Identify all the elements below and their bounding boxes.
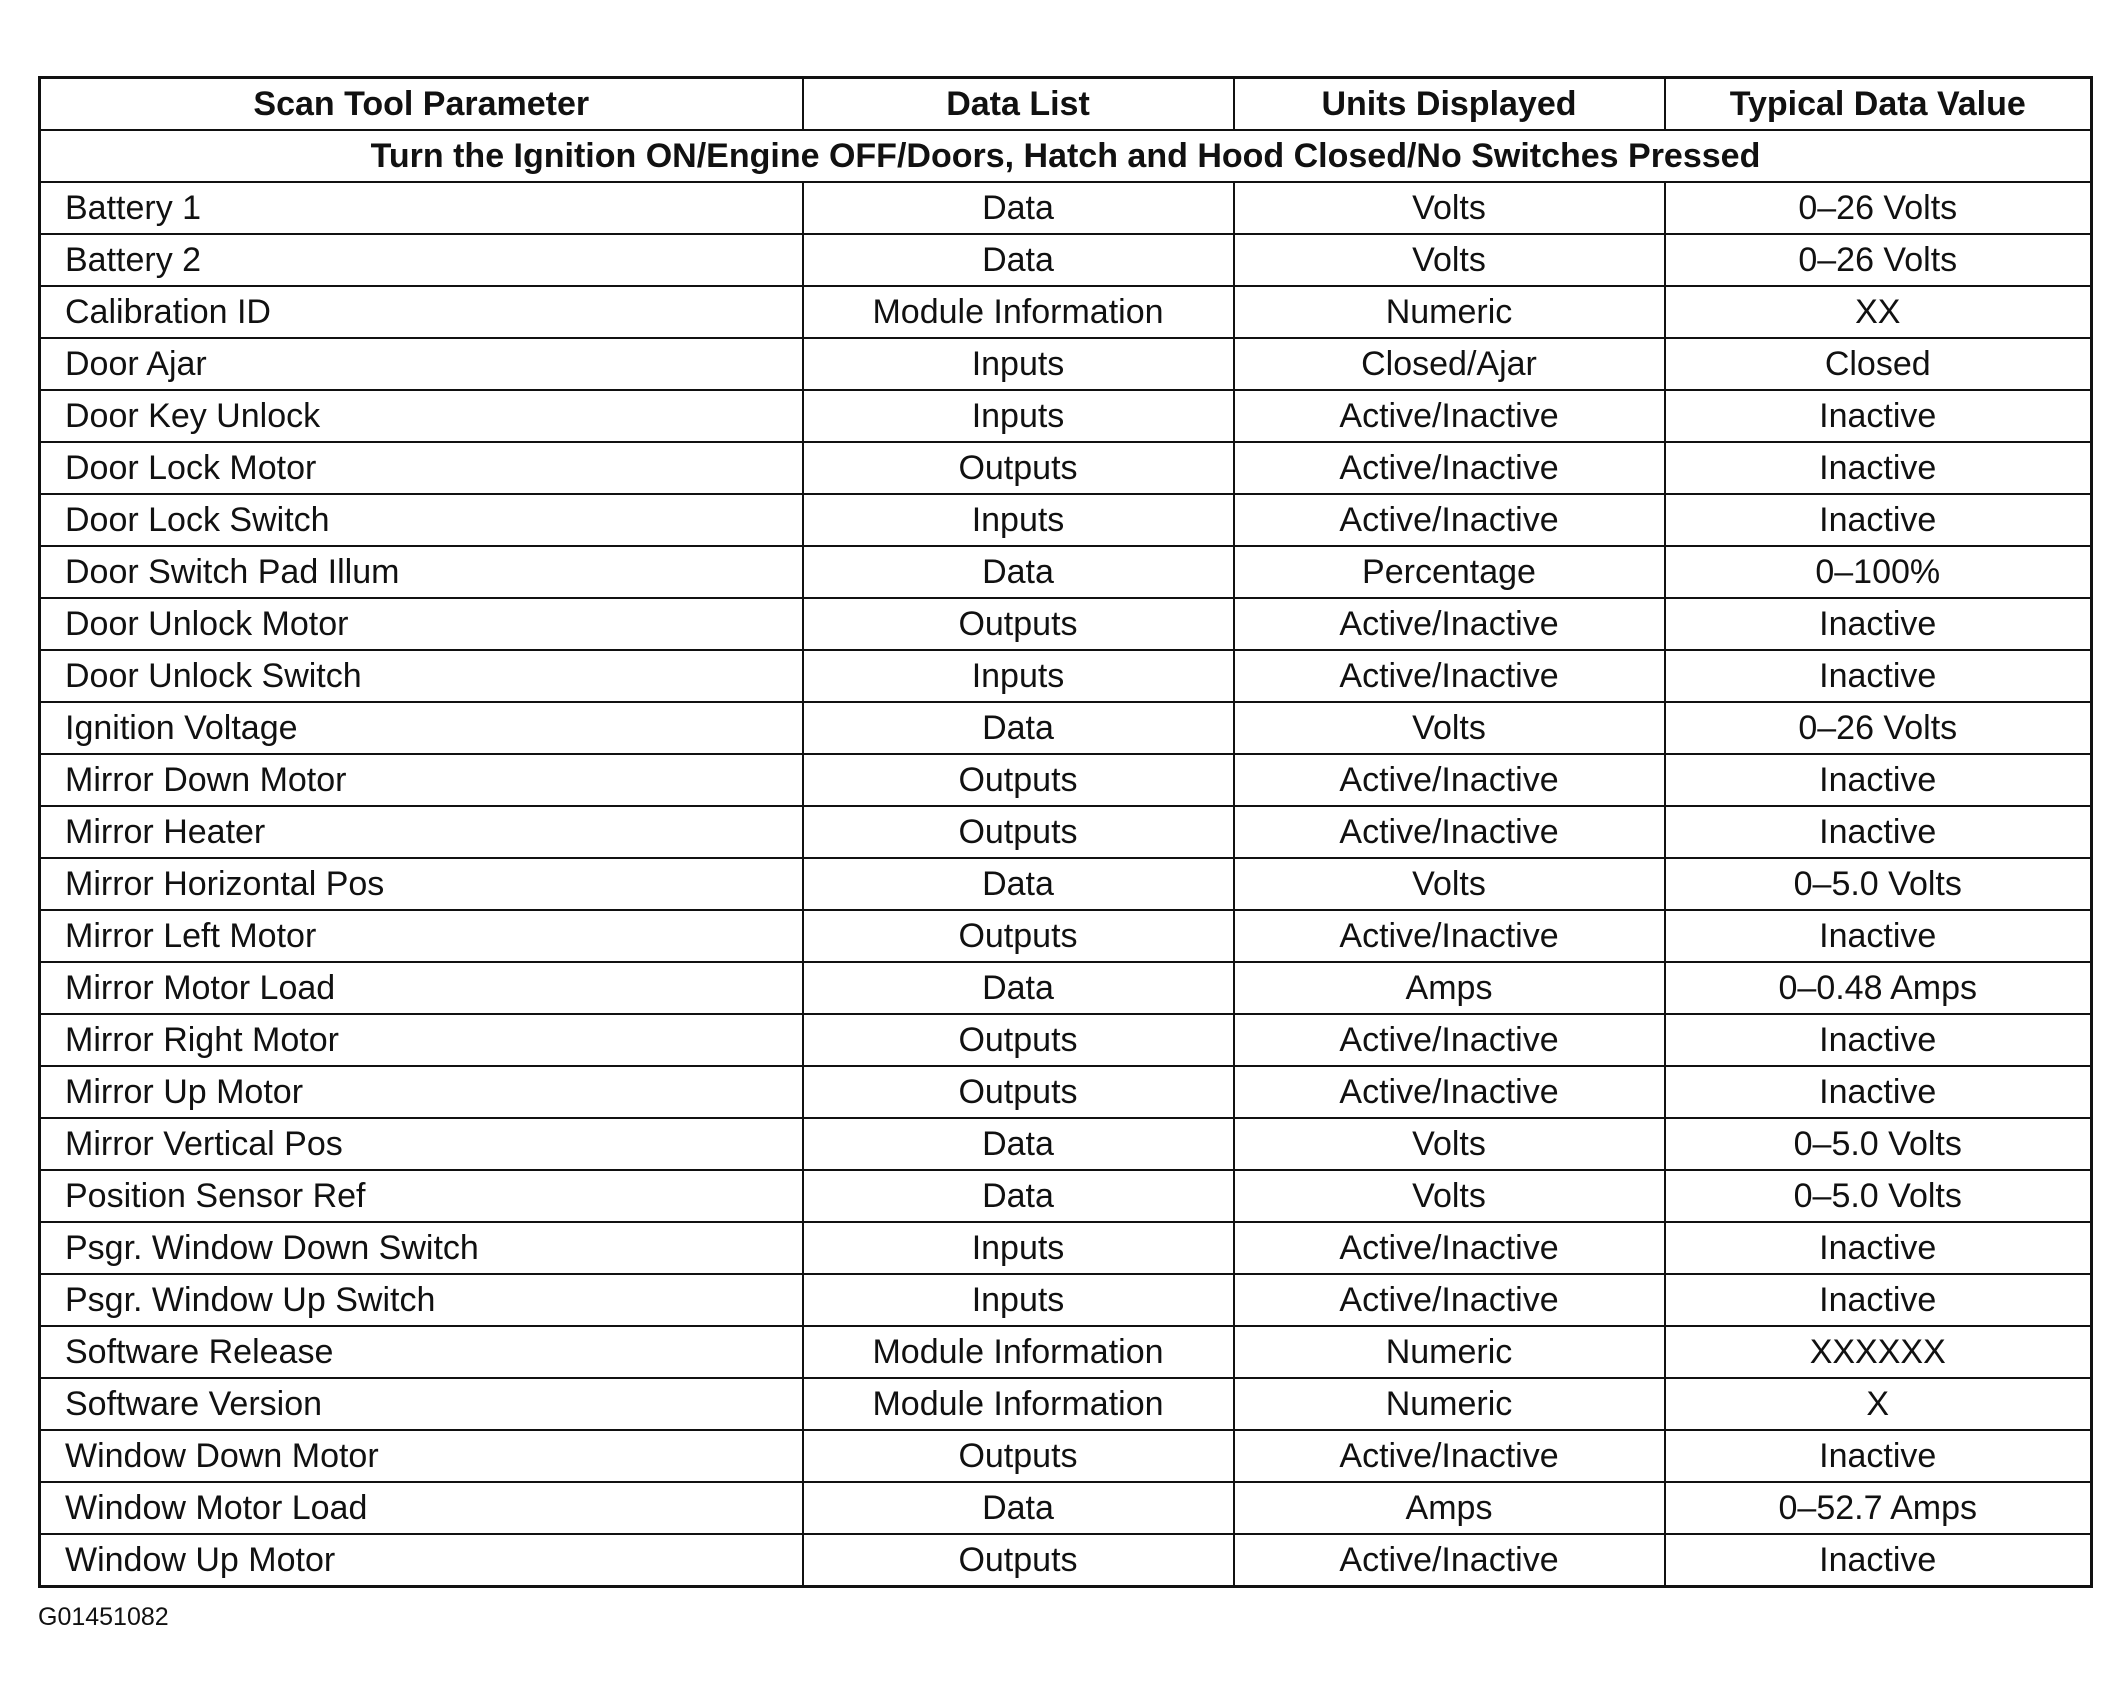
cell-data-list: Data	[803, 546, 1234, 598]
table-row	[40, 1534, 2092, 1587]
table-row	[40, 390, 2092, 442]
header-units-displayed: Units Displayed	[1234, 78, 1665, 131]
table-row	[40, 702, 2092, 754]
cell-units-displayed: Amps	[1234, 962, 1665, 1014]
cell-scan-tool-parameter: Software Version	[40, 1378, 803, 1430]
cell-data-list: Outputs	[803, 1534, 1234, 1587]
cell-scan-tool-parameter: Door Ajar	[40, 338, 803, 390]
cell-units-displayed: Active/Inactive	[1234, 494, 1665, 546]
cell-data-list: Data	[803, 1170, 1234, 1222]
cell-units-displayed: Active/Inactive	[1234, 754, 1665, 806]
cell-units-displayed: Numeric	[1234, 1326, 1665, 1378]
cell-scan-tool-parameter: Ignition Voltage	[40, 702, 803, 754]
cell-typical-data-value: Inactive	[1665, 910, 2092, 962]
cell-units-displayed: Volts	[1234, 182, 1665, 234]
cell-typical-data-value: 0–5.0 Volts	[1665, 1170, 2092, 1222]
table-row	[40, 286, 2092, 338]
cell-scan-tool-parameter: Software Release	[40, 1326, 803, 1378]
cell-data-list: Inputs	[803, 1274, 1234, 1326]
cell-data-list: Outputs	[803, 1014, 1234, 1066]
cell-typical-data-value: Inactive	[1665, 650, 2092, 702]
cell-typical-data-value: XX	[1665, 286, 2092, 338]
cell-typical-data-value: Inactive	[1665, 390, 2092, 442]
header-typical-data-value: Typical Data Value	[1665, 78, 2092, 131]
cell-scan-tool-parameter: Battery 2	[40, 234, 803, 286]
cell-data-list: Module Information	[803, 1378, 1234, 1430]
cell-scan-tool-parameter: Mirror Horizontal Pos	[40, 858, 803, 910]
cell-scan-tool-parameter: Mirror Vertical Pos	[40, 1118, 803, 1170]
cell-data-list: Data	[803, 962, 1234, 1014]
table-body	[40, 130, 2092, 1587]
document-page	[38, 76, 2090, 1588]
cell-typical-data-value: Inactive	[1665, 494, 2092, 546]
cell-typical-data-value: Inactive	[1665, 442, 2092, 494]
cell-typical-data-value: X	[1665, 1378, 2092, 1430]
cell-data-list: Data	[803, 702, 1234, 754]
table-row	[40, 754, 2092, 806]
cell-units-displayed: Volts	[1234, 858, 1665, 910]
cell-scan-tool-parameter: Door Lock Switch	[40, 494, 803, 546]
cell-data-list: Inputs	[803, 338, 1234, 390]
cell-typical-data-value: Closed	[1665, 338, 2092, 390]
cell-data-list: Data	[803, 1482, 1234, 1534]
table-row	[40, 338, 2092, 390]
cell-data-list: Inputs	[803, 1222, 1234, 1274]
cell-scan-tool-parameter: Window Motor Load	[40, 1482, 803, 1534]
cell-data-list: Outputs	[803, 598, 1234, 650]
table-row	[40, 650, 2092, 702]
table-row	[40, 962, 2092, 1014]
cell-typical-data-value: Inactive	[1665, 1066, 2092, 1118]
table-row	[40, 546, 2092, 598]
cell-scan-tool-parameter: Psgr. Window Up Switch	[40, 1274, 803, 1326]
cell-units-displayed: Numeric	[1234, 286, 1665, 338]
cell-units-displayed: Active/Inactive	[1234, 598, 1665, 650]
cell-data-list: Module Information	[803, 286, 1234, 338]
cell-scan-tool-parameter: Door Unlock Switch	[40, 650, 803, 702]
cell-scan-tool-parameter: Window Up Motor	[40, 1534, 803, 1587]
cell-scan-tool-parameter: Mirror Down Motor	[40, 754, 803, 806]
cell-typical-data-value: Inactive	[1665, 1274, 2092, 1326]
cell-typical-data-value: 0–100%	[1665, 546, 2092, 598]
cell-scan-tool-parameter: Battery 1	[40, 182, 803, 234]
header-scan-tool-parameter: Scan Tool Parameter	[40, 78, 803, 131]
cell-typical-data-value: 0–26 Volts	[1665, 234, 2092, 286]
cell-typical-data-value: 0–26 Volts	[1665, 702, 2092, 754]
cell-units-displayed: Volts	[1234, 1118, 1665, 1170]
cell-data-list: Outputs	[803, 1430, 1234, 1482]
cell-typical-data-value: 0–5.0 Volts	[1665, 858, 2092, 910]
cell-typical-data-value: Inactive	[1665, 806, 2092, 858]
cell-typical-data-value: 0–0.48 Amps	[1665, 962, 2092, 1014]
cell-units-displayed: Active/Inactive	[1234, 442, 1665, 494]
cell-units-displayed: Active/Inactive	[1234, 1066, 1665, 1118]
cell-units-displayed: Active/Inactive	[1234, 1534, 1665, 1587]
table-row	[40, 806, 2092, 858]
cell-units-displayed: Active/Inactive	[1234, 1274, 1665, 1326]
cell-typical-data-value: 0–26 Volts	[1665, 182, 2092, 234]
cell-units-displayed: Active/Inactive	[1234, 650, 1665, 702]
cell-scan-tool-parameter: Door Key Unlock	[40, 390, 803, 442]
table-row	[40, 494, 2092, 546]
cell-typical-data-value: Inactive	[1665, 754, 2092, 806]
cell-scan-tool-parameter: Mirror Left Motor	[40, 910, 803, 962]
cell-typical-data-value: Inactive	[1665, 1430, 2092, 1482]
cell-data-list: Data	[803, 182, 1234, 234]
table-row	[40, 1222, 2092, 1274]
table-row	[40, 1274, 2092, 1326]
figure-id: G01451082	[38, 1603, 169, 1631]
cell-units-displayed: Active/Inactive	[1234, 390, 1665, 442]
cell-units-displayed: Volts	[1234, 702, 1665, 754]
cell-typical-data-value: XXXXXX	[1665, 1326, 2092, 1378]
cell-data-list: Data	[803, 858, 1234, 910]
table-row	[40, 1482, 2092, 1534]
table-row	[40, 598, 2092, 650]
cell-units-displayed: Active/Inactive	[1234, 1222, 1665, 1274]
cell-data-list: Data	[803, 1118, 1234, 1170]
table-row	[40, 1014, 2092, 1066]
cell-data-list: Outputs	[803, 1066, 1234, 1118]
cell-scan-tool-parameter: Psgr. Window Down Switch	[40, 1222, 803, 1274]
cell-scan-tool-parameter: Door Unlock Motor	[40, 598, 803, 650]
scan-tool-data-table	[38, 76, 2093, 1588]
table-row	[40, 442, 2092, 494]
cell-data-list: Data	[803, 234, 1234, 286]
cell-scan-tool-parameter: Window Down Motor	[40, 1430, 803, 1482]
cell-typical-data-value: 0–52.7 Amps	[1665, 1482, 2092, 1534]
cell-data-list: Outputs	[803, 806, 1234, 858]
table-row	[40, 1066, 2092, 1118]
cell-scan-tool-parameter: Mirror Motor Load	[40, 962, 803, 1014]
table-row	[40, 910, 2092, 962]
cell-scan-tool-parameter: Door Switch Pad Illum	[40, 546, 803, 598]
cell-typical-data-value: Inactive	[1665, 1534, 2092, 1587]
cell-typical-data-value: Inactive	[1665, 1222, 2092, 1274]
cell-units-displayed: Active/Inactive	[1234, 806, 1665, 858]
cell-data-list: Inputs	[803, 390, 1234, 442]
cell-scan-tool-parameter: Mirror Right Motor	[40, 1014, 803, 1066]
cell-units-displayed: Active/Inactive	[1234, 1430, 1665, 1482]
table-row	[40, 1118, 2092, 1170]
cell-scan-tool-parameter: Mirror Up Motor	[40, 1066, 803, 1118]
cell-units-displayed: Percentage	[1234, 546, 1665, 598]
cell-data-list: Inputs	[803, 494, 1234, 546]
cell-data-list: Outputs	[803, 754, 1234, 806]
cell-units-displayed: Active/Inactive	[1234, 910, 1665, 962]
cell-data-list: Inputs	[803, 650, 1234, 702]
condition-text: Turn the Ignition ON/Engine OFF/Doors, Hatch and Hood Closed/No Switches Pressed	[40, 130, 2092, 182]
cell-typical-data-value: 0–5.0 Volts	[1665, 1118, 2092, 1170]
table-row	[40, 1326, 2092, 1378]
cell-scan-tool-parameter: Door Lock Motor	[40, 442, 803, 494]
table-row	[40, 182, 2092, 234]
cell-scan-tool-parameter: Calibration ID	[40, 286, 803, 338]
cell-data-list: Module Information	[803, 1326, 1234, 1378]
table-row	[40, 1430, 2092, 1482]
condition-row	[40, 130, 2092, 182]
cell-data-list: Outputs	[803, 442, 1234, 494]
cell-typical-data-value: Inactive	[1665, 598, 2092, 650]
table-row	[40, 234, 2092, 286]
cell-units-displayed: Closed/Ajar	[1234, 338, 1665, 390]
cell-units-displayed: Amps	[1234, 1482, 1665, 1534]
table-row	[40, 1170, 2092, 1222]
cell-units-displayed: Volts	[1234, 1170, 1665, 1222]
cell-units-displayed: Active/Inactive	[1234, 1014, 1665, 1066]
header-data-list: Data List	[803, 78, 1234, 131]
table-row	[40, 858, 2092, 910]
table-row	[40, 1378, 2092, 1430]
cell-data-list: Outputs	[803, 910, 1234, 962]
cell-typical-data-value: Inactive	[1665, 1014, 2092, 1066]
cell-scan-tool-parameter: Mirror Heater	[40, 806, 803, 858]
cell-units-displayed: Numeric	[1234, 1378, 1665, 1430]
cell-scan-tool-parameter: Position Sensor Ref	[40, 1170, 803, 1222]
table-header-row	[40, 78, 2092, 131]
cell-units-displayed: Volts	[1234, 234, 1665, 286]
